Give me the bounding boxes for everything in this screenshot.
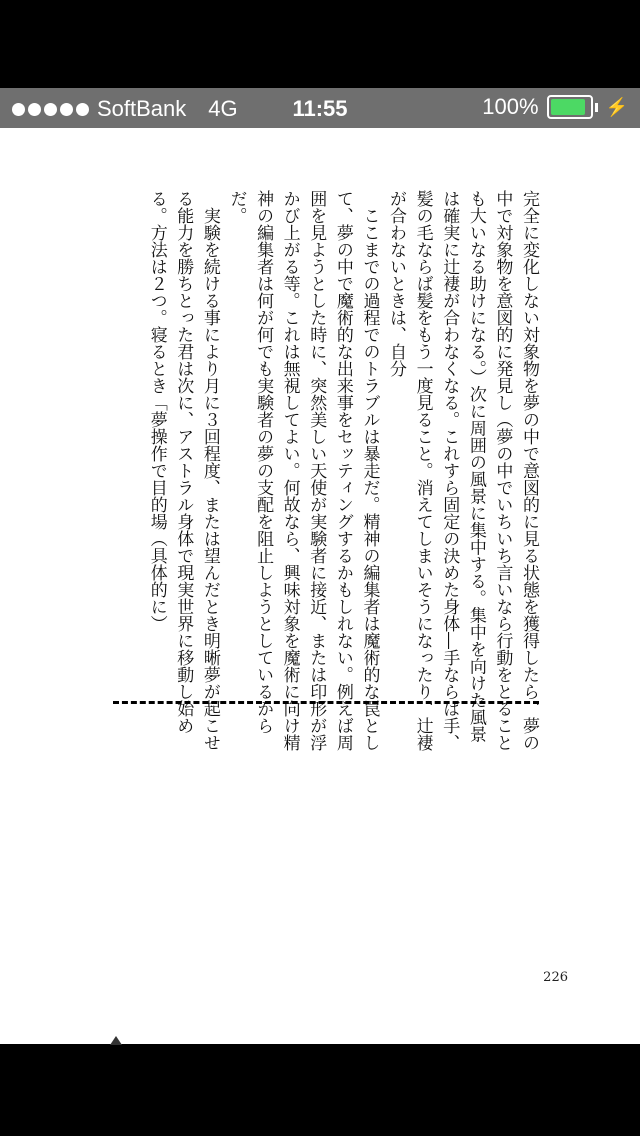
status-right — [482, 94, 628, 120]
vertical-text-block — [108, 190, 542, 752]
status-time: 11:55 — [292, 96, 348, 121]
page-position-marker — [110, 1036, 122, 1045]
battery-icon — [547, 95, 593, 119]
book-page[interactable] — [0, 128, 640, 1044]
battery-percent: 100% — [482, 94, 539, 119]
carrier-name: SoftBank — [97, 96, 187, 121]
paragraph-2: ここまでの過程でのトラブルは暴走だ。精神の編集者は魔術的な罠として、夢の中で魔術的な出来事をセッティングするかもしれない。例えば周囲を見ようとした時に、突然美しい天使が実験者に接近、または印形が浮かび上がる等。これは無視してよい。何故なら、興味対象を魔術に向け精神の編集者は何が何でも実験者の夢の支配を阻止しようとしているからだ。 — [226, 190, 380, 751]
charging-bolt-icon: ⚡ — [605, 96, 628, 117]
network-type: 4G — [208, 96, 238, 121]
status-bar — [0, 88, 640, 128]
battery-level-fill — [551, 99, 585, 115]
paragraph-1: 完全に変化しない対象物を夢の中で意図的に見る状態を獲得したら、夢の中で対象物を意図的に発見し（夢の中でいちいち言いなら行動をとることも大いなる助けになる。）次に周囲の風景に集中する。集中を向けた風景は確実に辻褄が合わなくなる。これすら固定の決めた身体―手ならば手、髪の毛ならば髪をもう一度見ること。消えてしまいそうになったり、辻褄が合わないときは、自分 — [386, 190, 539, 751]
dashed-divider — [113, 701, 539, 704]
paragraph-3: 実験を続ける事により月に３回程度、または望んだとき明晰夢が起こせる能力を勝ちとった君は次に、アストラル身体で現実世界に移動し始める。方法は２つ。寝るとき「夢操作で目的場（具体的に） — [146, 190, 220, 751]
battery-cap — [595, 103, 598, 112]
page-number: 226 — [543, 970, 568, 985]
